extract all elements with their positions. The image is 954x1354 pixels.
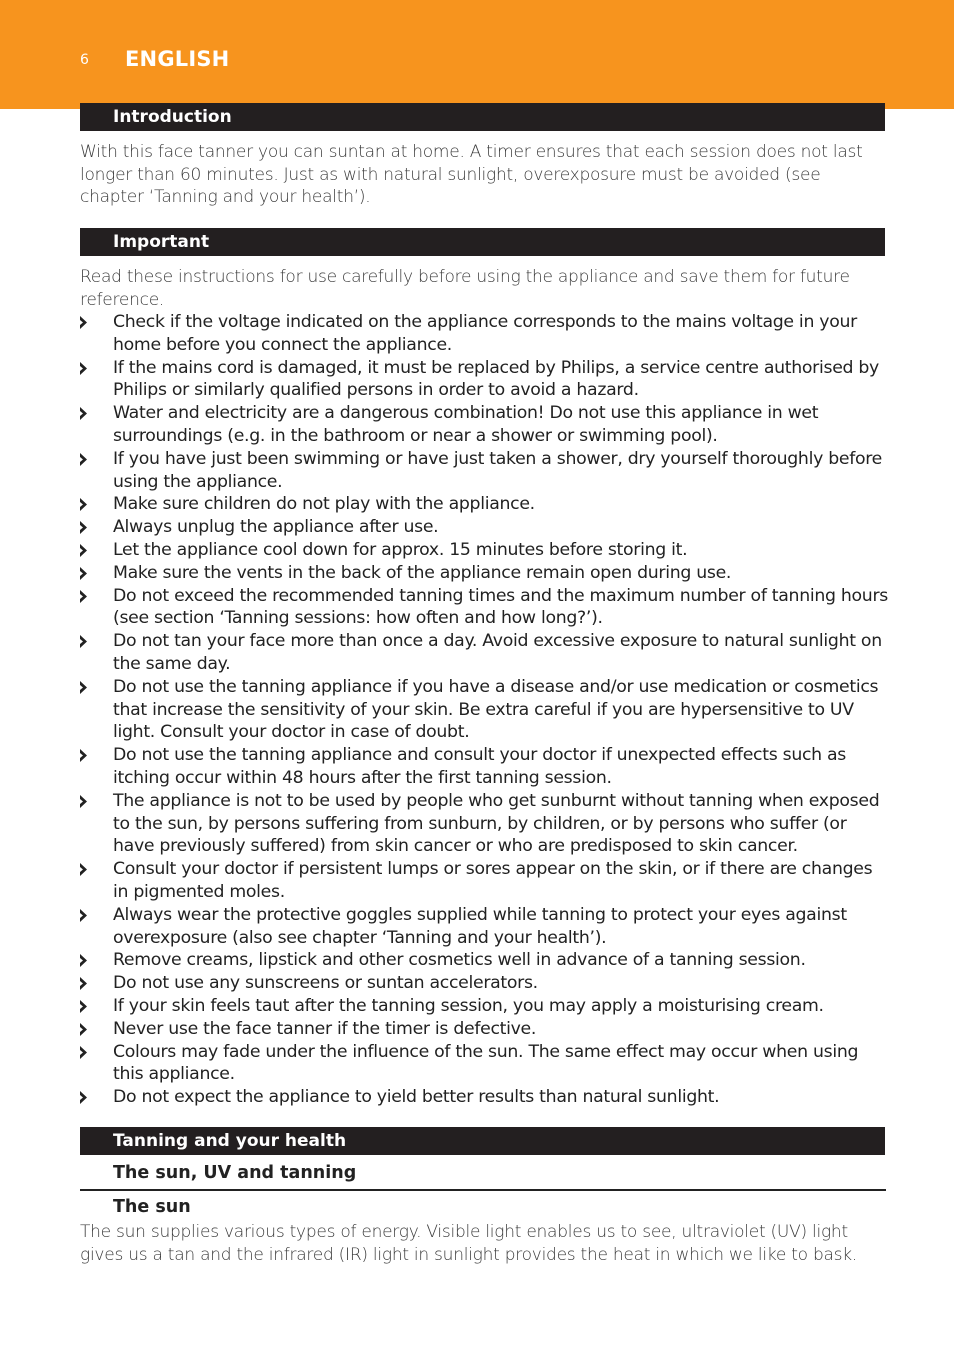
bullet-text: Never use the face tanner if the timer is defective.: [113, 1018, 537, 1039]
bullet-item: [80, 744, 892, 790]
bullet-item: [80, 790, 892, 858]
bullet-arrow-icon: [80, 498, 87, 511]
bullet-item: [80, 995, 892, 1018]
page-header-band: [0, 0, 954, 109]
bullet-arrow-icon: [80, 1023, 87, 1036]
bullet-text: Always unplug the appliance after use.: [113, 517, 439, 538]
bullet-arrow-icon: [80, 590, 87, 603]
bullet-item: [80, 1041, 892, 1087]
section-heading-tanning-health: Tanning and your health: [80, 1127, 885, 1155]
bullet-text: Water and electricity are a dangerous combination! Do not use this appliance in wet surroundings (e.g. in the bathroom or near a shower or swimming pool).: [113, 403, 819, 446]
page-number: 6: [80, 52, 89, 68]
bullet-item: [80, 630, 892, 676]
bullet-item: [80, 1018, 892, 1041]
bullet-item: [80, 972, 892, 995]
bullet-item: [80, 858, 892, 904]
subsection-heading-sun-uv-tanning: The sun, UV and tanning: [113, 1163, 357, 1183]
bullet-item: [80, 357, 892, 403]
bullet-item: [80, 676, 892, 744]
bullet-arrow-icon: [80, 453, 87, 466]
bullet-arrow-icon: [80, 749, 87, 762]
section-heading-important: Important: [80, 228, 885, 256]
language-heading: ENGLISH: [125, 47, 230, 71]
bullet-item: [80, 949, 892, 972]
important-intro-text: Read these instructions for use carefully before using the appliance and save them for future reference.: [80, 267, 850, 310]
the-sun-text: The sun supplies various types of energy. Visible light enables us to see, ultraviolet (UV) light gives us a tan and the infrared (IR) light in sunlight provides the heat in which we like to bask.: [80, 1222, 858, 1265]
bullet-arrow-icon: [80, 977, 87, 990]
bullet-text: If your skin feels taut after the tanning session, you may apply a moisturising cream.: [113, 995, 824, 1016]
bullet-text: Check if the voltage indicated on the appliance corresponds to the mains voltage in your home before you connect the appliance.: [113, 312, 857, 355]
bullet-item: [80, 539, 892, 562]
bullet-item: [80, 493, 892, 516]
bullet-text: If you have just been swimming or have just taken a shower, dry yourself thoroughly before using the appliance.: [113, 448, 883, 492]
bullet-item: [80, 1086, 892, 1109]
subsubsection-heading-the-sun: The sun: [113, 1197, 191, 1217]
important-bullet-list: [80, 311, 892, 1109]
bullet-text: Let the appliance cool down for approx. 15 minutes before storing it.: [113, 539, 688, 560]
bullet-text: If the mains cord is damaged, it must be replaced by Philips, a service centre authorised by Philips or similarly qualified persons in order to avoid a hazard.: [113, 357, 879, 401]
bullet-arrow-icon: [80, 909, 87, 922]
bullet-arrow-icon: [80, 567, 87, 580]
bullet-arrow-icon: [80, 954, 87, 967]
bullet-item: [80, 311, 892, 357]
introduction-text: With this face tanner you can suntan at home. A timer ensures that each session does not last longer than 60 minutes. Just as with natural sunlight, overexposure must be avoided (see chapter ‘Tanning and your health’).: [80, 142, 863, 208]
bullet-item: [80, 585, 892, 631]
bullet-text: Do not use the tanning appliance if you have a disease and/or use medication or cosmetics that increase the sensitivity of your skin. Be extra careful if you are hypersensitive to UV light. Consult your doctor in case of doubt.: [113, 676, 879, 743]
bullet-text: Make sure the vents in the back of the appliance remain open during use.: [113, 562, 732, 583]
bullet-item: [80, 516, 892, 539]
bullet-text: Do not expect the appliance to yield better results than natural sunlight.: [113, 1087, 720, 1108]
bullet-arrow-icon: [80, 1046, 87, 1059]
bullet-item: [80, 448, 892, 494]
bullet-arrow-icon: [80, 681, 87, 694]
bullet-arrow-icon: [80, 1091, 87, 1104]
bullet-arrow-icon: [80, 1000, 87, 1013]
bullet-arrow-icon: [80, 521, 87, 534]
bullet-text: Do not use any sunscreens or suntan accelerators.: [113, 973, 538, 994]
bullet-item: [80, 402, 892, 448]
bullet-item: [80, 904, 892, 950]
bullet-arrow-icon: [80, 795, 87, 808]
bullet-arrow-icon: [80, 863, 87, 876]
bullet-arrow-icon: [80, 362, 87, 375]
bullet-text: Remove creams, lipstick and other cosmetics well in advance of a tanning session.: [113, 950, 806, 971]
bullet-text: The appliance is not to be used by people who get sunburnt without tanning when exposed to the sun, by persons suffering from sunburn, by children, or by persons who suffer (or have previously suffered) from skin cancer or who are predisposed to skin cancer.: [113, 790, 880, 857]
bullet-arrow-icon: [80, 407, 87, 420]
bullet-arrow-icon: [80, 635, 87, 648]
subsection-divider: [80, 1189, 886, 1191]
bullet-text: Always wear the protective goggles supplied while tanning to protect your eyes against overexposure (also see chapter ‘Tanning and your health’).: [113, 904, 847, 948]
section-heading-introduction: Introduction: [80, 103, 885, 131]
bullet-arrow-icon: [80, 544, 87, 557]
bullet-text: Do not use the tanning appliance and consult your doctor if unexpected effects such as itching occur within 48 hours after the first tanning session.: [113, 745, 847, 788]
bullet-text: Consult your doctor if persistent lumps or sores appear on the skin, or if there are changes in pigmented moles.: [113, 859, 873, 902]
bullet-text: Do not exceed the recommended tanning times and the maximum number of tanning hours (see section ‘Tanning sessions: how often and how long?’).: [113, 585, 888, 629]
bullet-text: Do not tan your face more than once a day. Avoid excessive exposure to natural sunlight on the same day.: [113, 631, 882, 674]
bullet-arrow-icon: [80, 316, 87, 329]
bullet-text: Make sure children do not play with the appliance.: [113, 494, 535, 515]
bullet-item: [80, 562, 892, 585]
bullet-text: Colours may fade under the influence of the sun. The same effect may occur when using this appliance.: [113, 1041, 859, 1085]
